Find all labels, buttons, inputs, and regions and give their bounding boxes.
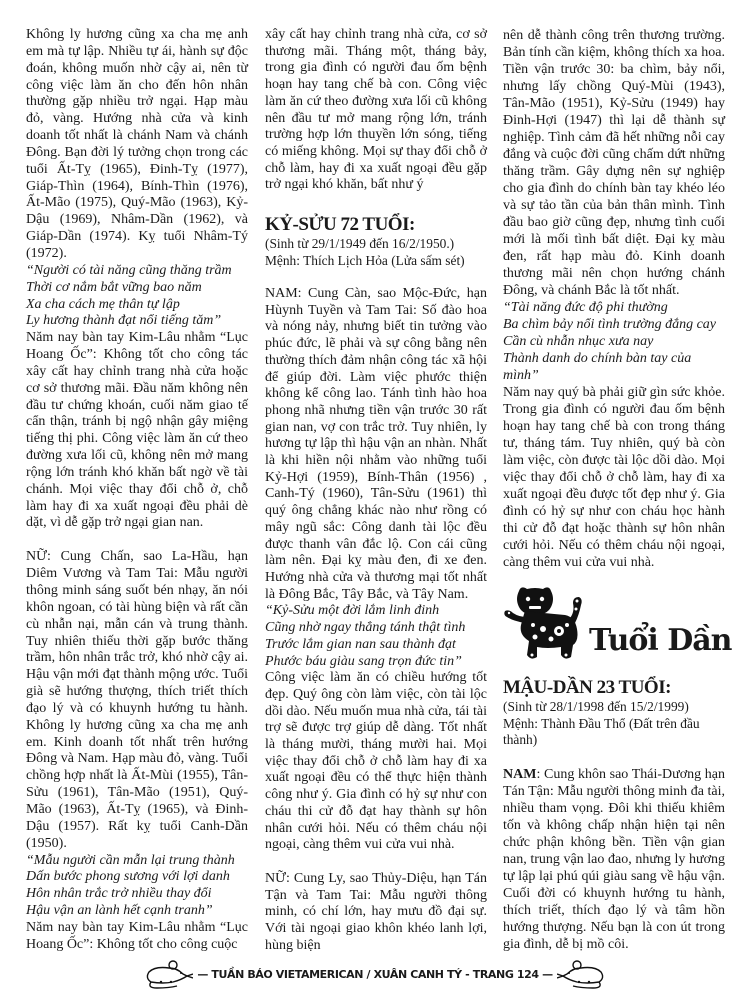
verse-line: Hậu vận an lành hết cạnh tranh” <box>26 903 213 919</box>
verse-line: “Tài năng đức độ phi thường <box>503 300 668 315</box>
footer-text: — TUẦN BÁO VIETAMERICAN / XUÂN CANH TÝ - TRANG 124 — <box>197 967 553 981</box>
birth-range: (Sinh từ 29/1/1949 đến 16/2/1950.) <box>265 236 455 252</box>
paragraph: Không ly hương cũng xa cha mẹ anh em mà tự lập. Nhiều tự ái, hành sự độc đoán, không muốn nhờ cậy ai, nên từ công việc làm ăn cho đến hôn nhân thường gặp nhiều trở ngại. Hạp màu đỏ, vàng. Hướng nhà cửa và kinh doanh tốt nhất là chánh Nam và chánh Đông. Bạn đời lý tưởng chọn trong các tuổi Ất-Tỵ (1965), Đinh-Tỵ (1977), Giáp-Thìn (1964), Bính-Thìn (1976), Ất-Mão (1975), Quý-Mão (1963), Kỷ-Dậu (1969), Nhâm-Dần (1962), và Giáp-Dần (1974). Kỵ tuổi Nhâm-Tý (1972). <box>26 27 248 261</box>
verse-line: Thành danh do chính bàn tay của mình” <box>503 351 692 383</box>
verse-line: Xa cha cách mẹ thân tự lập <box>26 296 180 312</box>
tiger-icon <box>503 585 587 661</box>
paragraph-text: : Cung khôn sao Thái-Dương hạn Tán Tận: Mẫu người thông minh đa tài, nhiều tham vọng. Đôi khi thiếu khiêm tốn và không chấp nhận hiện tại nên chức phận không bền. Tiền vận gian nan, trung vận lao đao, nhưng ly hương tự lập lại phú qúi giàu sang về hậu vận. Cuối đời có khuynh hướng tu hành, thích triết, thích đạo lý và tâm hồn hướng thượng. Nếu bạn là con út trong gia đình, dễ bị mồ côi. <box>503 766 725 952</box>
paragraph: nên dễ thành công trên thương trường. Bản tính cần kiệm, không thích xa hoa. Tiền vận trước 30: ba chìm, bảy nổi, nhưng lấy chồng Quý-Mùi (1943), Tân-Mão (1951), Kỷ-Sửu (1949) hay Đinh-Hợi (1947) thì lại dễ thành sự nghiệp. Tình cảm đã hết những nỗi cay đắng và cuộc đời cũng chấm dứt những thăng trầm. Gây dựng nên sự nghiệp cho gia đình do chính bàn tay khéo léo và sự tảo tần của bản thân mình. Tình đầu bao giờ cũng đẹp, nhưng tình cuối mới là mối tình bất diệt. Đại kỵ màu đen, rất hạp màu đỏ. Kinh doanh thương mãi nên chọn hướng chánh Đông, và chánh Bắc là tốt nhất. <box>503 28 725 298</box>
page-footer <box>0 958 750 990</box>
mouse-icon <box>143 958 193 990</box>
column-2 <box>265 27 487 954</box>
verse-line: Trước lắm gian nan sau thành đạt <box>265 636 456 652</box>
menh: Mệnh: Thành Đầu Thổ (Đất trên đầu thành) <box>503 715 700 747</box>
mouse-icon <box>557 958 607 990</box>
verse-line: Hôn nhân trắc trở nhiều thay đổi <box>26 886 212 902</box>
verse-line: Dấn bước phong sương với lợi danh <box>26 869 230 885</box>
paragraph-male: NAM: Cung Càn, sao Mộc-Đức, hạn Hùynh Tuyền và Tam Tai: Số đào hoa và nóng nảy, nhưng biết tin tưởng vào phúc đức, lẽ phải và sự công bằng nên thường thích đảm nhận công tác xã hội để giúp đời. Làm việc phước thiện không kể công lao. Tánh tình hào hoa phong nhã nhưng tiền vận trước 30 rất gian nan, vợ con trắc trở. Tuy nhiên, ly hương tự lập thì hậu vận an nhàn. Nhất là khi hiền nội nhằm vào những tuổi Kỷ-Hợi (1959), Bính-Thân (1956) , Canh-Tý (1960), Tân-Sửu (1961) thì quý ông chẳng khác nào như rồng có mây ngũ sắc: Công danh tài lộc đều được thanh vân đắc lộ. Con cái cũng làm nên. Đại kỵ màu đen, đi xe đen. Hướng nhà cửa và thương mại tốt nhất là Đông Bắc, Tây Bắc, và Tây Nam. <box>265 286 487 602</box>
birth-range: (Sinh từ 28/1/1998 đến 15/2/1999) <box>503 699 689 714</box>
paragraph: Năm nay bàn tay Kim-Lâu nhằm “Lục Hoang Ốc”: Không tốt cho công cuộc <box>26 919 248 952</box>
verse <box>26 263 248 330</box>
paragraph-female: NỮ: Cung Ly, sao Thủy-Diệu, hạn Tán Tận và Tam Tai: Mẫu người thông minh, có chí lớn, hay mưu đồ đại sự. Với tài ngoại giao khôn khéo lanh lợi, hùng biện <box>265 870 487 953</box>
verse <box>26 853 248 920</box>
verse-line: Ly hương thành đạt nổi tiếng tăm” <box>26 313 222 329</box>
verse-line: “Mẫu người cần mẫn lại trung thành <box>26 852 235 868</box>
verse <box>503 299 725 384</box>
paragraph: xây cất hay chỉnh trang nhà cửa, cơ sở thương mãi. Tháng một, tháng bảy, trong gia đình có người đau ốm bệnh hoạn hay tang chế bà con. Công việc làm ăn cứ theo đường xưa lối cũ không nên đầu tư mở mang rộng lớn, tránh trường hợp lớn thuyền lớn sóng, tiếng có miếng không. Mọi sự thay đổi chỗ ở chỗ làm, hay đi xa xuất ngoại đều gặp trở ngại khó khăn, bất như ý <box>265 27 487 193</box>
verse-line: “Người có tài năng cũng thăng trầm <box>26 262 232 278</box>
section-heading: KỶ-SỬU 72 TUỔI: <box>265 214 415 236</box>
verse-line: Cũng nhờ ngay thẳng tánh thật tình <box>265 620 466 636</box>
verse-line: Thời cơ nắm bắt vững bao năm <box>26 279 202 295</box>
paragraph: Năm nay quý bà phải giữ gìn sức khỏe. Trong gia đình có người đau ốm bệnh hoạn hay tang chế bà con trong tháng tư, tháng tám. Tuy nhiên, quý bà còn làm việc, còn được tài lộc dồi dào. Mọi việc thay đổi chỗ ở chỗ làm, hay đi xa xuất ngoại đều được tốt đẹp như ý. Gia đình có hỷ sự như con cháu học hành thi cử đỗ đạt hoặc thành sự hôn nhân cưới hỏi. Nếu có thêm cháu nội ngoại, càng thêm vui cửa vui nhà. <box>503 385 725 570</box>
verse-line: Cần cù nhẫn nhục xưa nay <box>503 334 654 349</box>
menh: Mệnh: Thích Lịch Hỏa (Lửa sấm sét) <box>265 252 465 268</box>
zodiac-banner <box>503 581 732 661</box>
verse <box>265 603 487 670</box>
zodiac-title: Tuổi Dần <box>589 623 732 658</box>
column-3 <box>503 27 732 953</box>
verse-line: “Kỷ-Sửu một đời lắm linh đinh <box>265 603 440 619</box>
paragraph: Năm nay bàn tay Kim-Lâu nhằm “Lục Hoang Ốc”: Không tốt cho công tác xây cất hay chỉnh trang nhà cửa hoặc cơ sở thương mãi. Đầu năm không nên đầu tư chứng khoán, cuối năm giao tế cẩn thận, tránh bị ngộ nhận gây miệng tiếng thị phi. Công việc làm ăn cứ theo đường xưa lối cũ, không nên mở mang rộng lớn tránh khó khăn bất ngờ về tài chánh. Mọi việc thay đổi chỗ ở, chỗ làm hay đi xa xuất ngoại đều phải dè dặt, vì dễ gặp trở ngại gian nan. <box>26 330 248 531</box>
paragraph: Công việc làm ăn có chiều hướng tốt đẹp. Quý ông còn làm việc, còn tài lộc dồi dào. Nếu muốn mua nhà cửa, tái tài trợ sẽ được trợ giúp dễ dàng. Tốt nhất là tháng mười, tháng mười hai. Mọi việc thay đổi chỗ ở chỗ làm hay đi xa xuất ngoại đều có thể thực hiện thành công như ý. Gia đình có hỷ sự như con cháu thi cử đỗ đạt hay thành sự hôn nhân cưới hỏi. Nếu có thêm cháu nội ngoại, càng thêm vui cửa vui nhà. <box>265 670 487 853</box>
verse-line: Phước báu giàu sang trọn đức tin” <box>265 653 462 669</box>
section-heading: MẬU-DẦN 23 TUỔI: <box>503 677 671 698</box>
column-1 <box>26 27 248 954</box>
paragraph-female: NỮ: Cung Chấn, sao La-Hầu, hạn Diêm Vương và Tam Tai: Mẫu người thông minh sáng suốt bén nhạy, ăn nói khôn ngoan, có tài hùng biện và rất cần cù nhẫn nại, mẫn cán và trung thành. Tuy nhiên thiếu thời gặp bước thăng trầm, hôn nhân trắc trở, khó nhờ cậy ai. Hậu vận mới đạt thành mộng ước. Tuổi già sẽ hướng thượng, thích triết thích đạo lý và có khuynh hướng tu hành. Không ly hương cũng xa cha mẹ anh em. Kinh doanh tốt nhất trên hướng Đông và Nam. Hạp màu đỏ, vàng. Tuổi chồng hợp nhất là Ất-Mùi (1955), Tân-Sửu (1961), Tân-Mão (1951), Quý-Mão (1963), Ất-Tỵ (1965), và Đinh-Dậu (1957). Rất kỵ tuổi Canh-Dần (1950). <box>26 549 248 851</box>
paragraph-male <box>503 766 725 953</box>
label-nam: NAM <box>503 766 537 782</box>
verse-line: Ba chìm bảy nổi tình trường đắng cay <box>503 317 717 332</box>
